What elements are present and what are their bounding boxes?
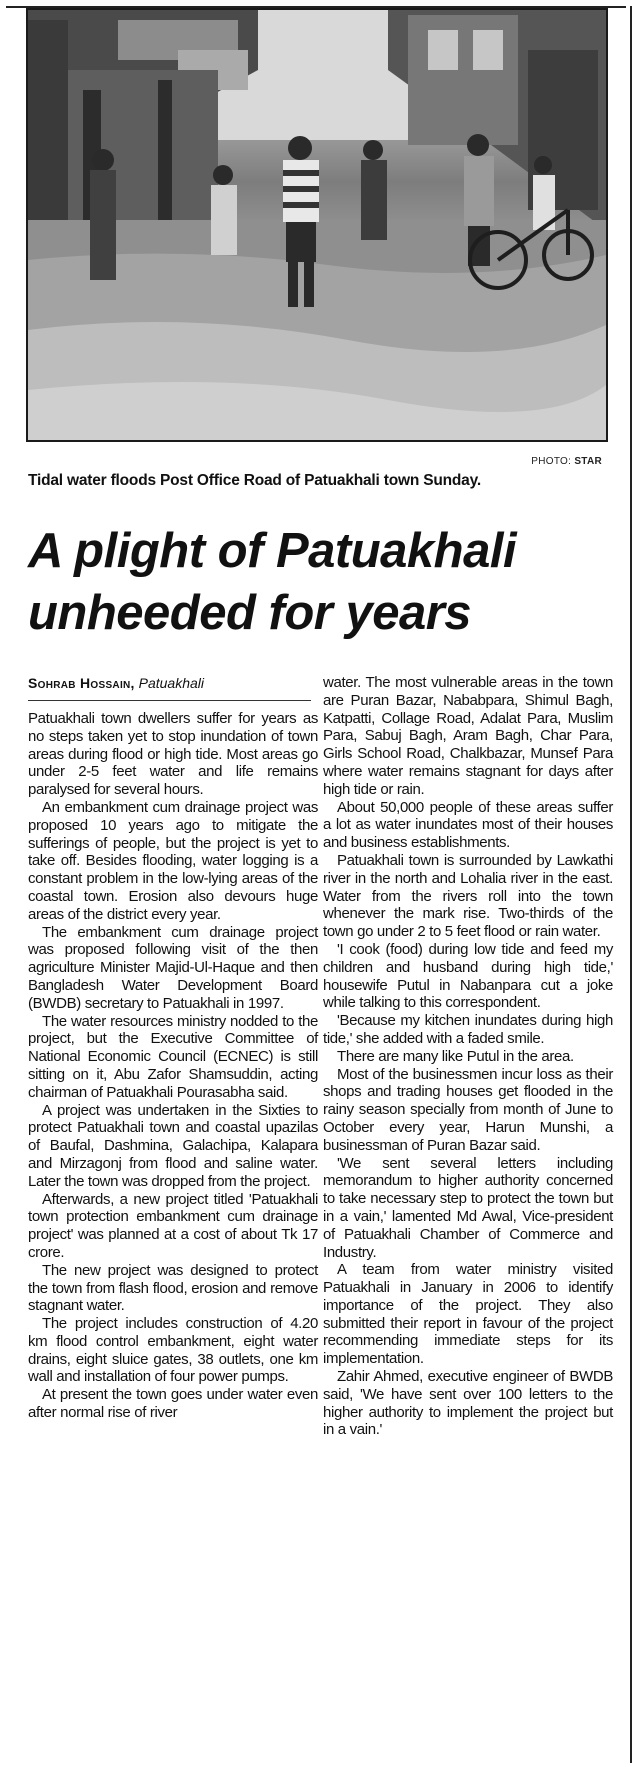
paragraph: About 50,000 people of these areas suffer a lot as water inundates most of their houses and business establishments. <box>323 798 613 852</box>
paragraph: The new project was designed to protect the town from flash flood, erosion and remove stagnant water. <box>28 1261 318 1315</box>
paragraph: A project was undertaken in the Sixties to protect Patuakhali town and coastal upazilas of Baufal, Dashmina, Galachipa, Kalapara and Mirzagonj from flood and saline water. Later the town was dropped from the project. <box>28 1101 318 1190</box>
paragraph: An embankment cum drainage project was proposed 10 years ago to mitigate the sufferings of people, but the project is yet to take off. Besides flooding, water logging is a constant problem in the low-lying areas of the coastal town. Erosion also devours huge areas of the district every year. <box>28 798 318 923</box>
paragraph: 'Because my kitchen inundates during high tide,' she added with a faded smile. <box>323 1012 613 1047</box>
paragraph: Afterwards, a new project titled 'Patuakhali town protection embankment cum drainage project' was planned at a cost of about Tk 17 crore. <box>28 1190 318 1261</box>
paragraph: At present the town goes under water even after normal rise of river <box>28 1386 318 1422</box>
article-column-right <box>323 674 613 1439</box>
paragraph: 'We sent several letters including memorandum to higher authority concerned to take necessary step to protect the town but in a vain,' lamented Md Awal, Vice-president of Patuakhali Chamber of Commerce and Industry. <box>323 1154 613 1261</box>
paragraph: Zahir Ahmed, executive engineer of BWDB said, 'We have sent over 100 letters to the higher authority to implement the project but in a vain.' <box>323 1368 613 1439</box>
article-headline <box>28 520 608 644</box>
photo-credit-source: STAR <box>574 456 602 467</box>
headline-line-2: unheeded for years <box>28 586 472 640</box>
paragraph: Most of the businessmen incur loss as their shops and trading houses get flooded in the rainy season specially from month of June to October every year, Harun Munshi, a businessman of Puran Bazar said. <box>323 1065 613 1154</box>
photo-credit <box>531 456 602 467</box>
paragraph: The water resources ministry nodded to the project, but the Executive Committee of National Economic Council (ECNEC) is still sitting on it, Abu Zafor Shamsuddin, acting chairman of Patuakhali Pourasabha said. <box>28 1012 318 1101</box>
paragraph: There are many like Putul in the area. <box>337 1047 574 1065</box>
paragraph: Patuakhali town dwellers suffer for years as no steps taken yet to stop inundation of town areas during flood or high tide. Most areas go under 2-5 feet water and life remains paralysed for several hours. <box>28 710 318 799</box>
article-column-left <box>28 710 318 1422</box>
byline-author: Sohrab Hossain, <box>28 675 135 691</box>
right-border-rule <box>630 6 632 1763</box>
photo-credit-label: PHOTO: <box>531 456 572 467</box>
flood-photo <box>26 8 608 442</box>
paragraph: The embankment cum drainage project was proposed following visit of the then agriculture Minister Majid-Ul-Haque and then Bangladesh Water Development Board (BWDB) secretary to Patuakhali in 1997. <box>28 923 318 1012</box>
paragraph: A team from water ministry visited Patuakhali in January in 2006 to identify importance of the project. They also submitted their report in favour of the project recommending immediate steps for its implementation. <box>323 1261 613 1368</box>
paragraph: water. The most vulnerable areas in the town are Puran Bazar, Nababpara, Shimul Bagh, Katpatti, Collage Road, Adalat Para, Muslim Para, Sabuj Bagh, Aram Bagh, Char Para, Girls School Road, Chalkbazar, Munsef Para where water remains stagnant for days after high tide or rain. <box>323 674 613 798</box>
byline-rule <box>28 700 311 701</box>
photo-caption: Tidal water floods Post Office Road of Patuakhali town Sunday. <box>28 472 481 489</box>
byline-location: Patuakhali <box>138 675 205 691</box>
flood-photo-illustration <box>28 10 606 440</box>
paragraph: Patuakhali town is surrounded by Lawkathi river in the north and Lohalia river in the east. Water from the rivers roll into the town whenever the mark rise. Two-thirds of the town go under 2 to 5 feet flood or rain water. <box>323 851 613 941</box>
paragraph: 'I cook (food) during low tide and feed my children and husband during high tide,' housewife Putul in Nabanpara cut a joke while talking to this correspondent. <box>323 940 613 1012</box>
headline-line-1: A plight of Patuakhali <box>28 524 517 578</box>
byline <box>28 675 204 691</box>
paragraph: The project includes construction of 4.20 km flood control embankment, eight water drains, eight sluice gates, 38 outlets, one km wall and installation of four power pumps. <box>28 1315 318 1386</box>
